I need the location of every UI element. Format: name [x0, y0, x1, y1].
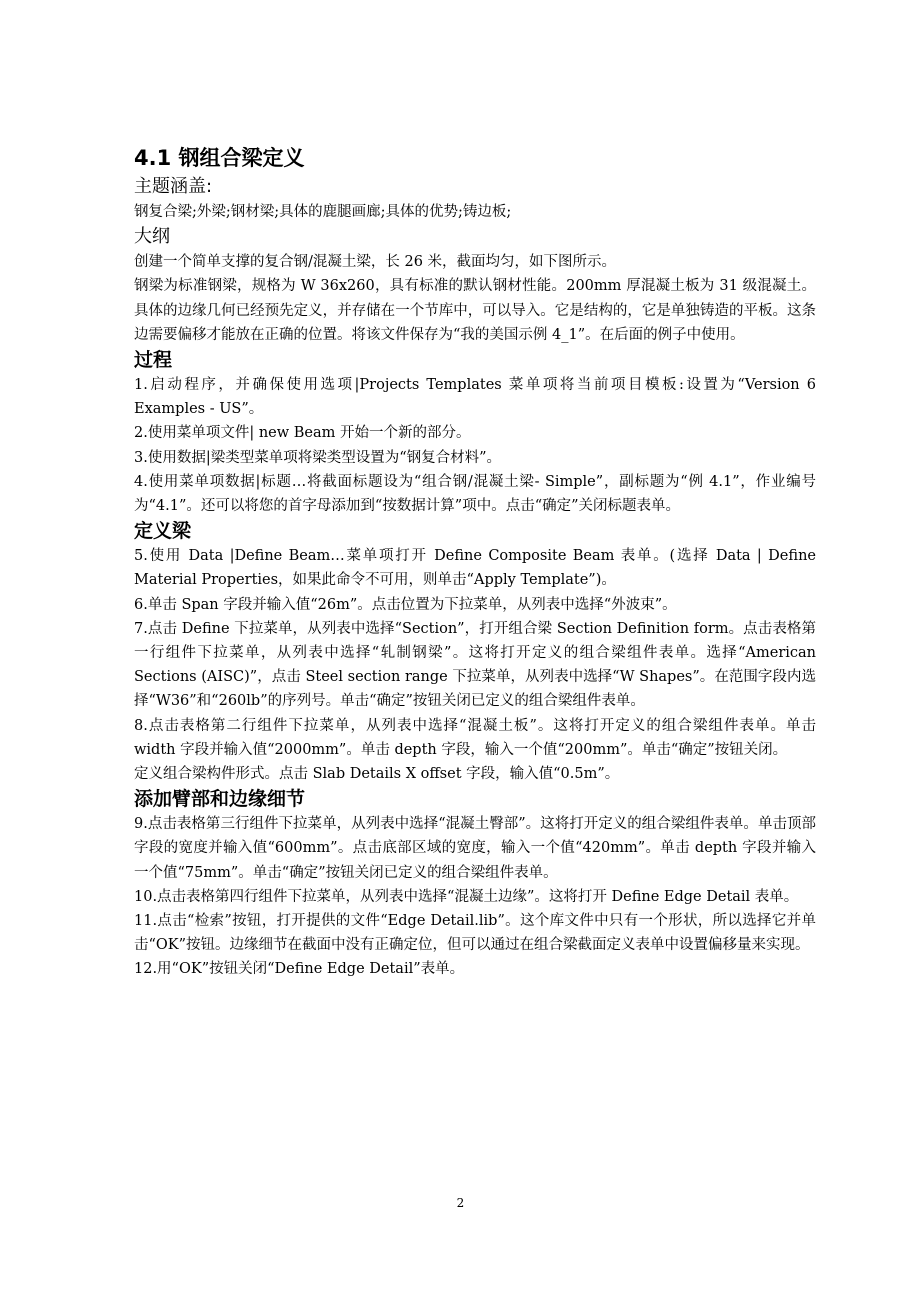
define-beam-step: 7.点击 Define 下拉菜单，从列表中选择“Section”，打开组合梁 Section Definition form。点击表格第一行组件下拉菜单，从列表中选择“轧制钢梁”。这将打开定义的组合梁组件表单。选择“American Sections (AISC)”，点击 Steel section range 下拉菜单，从列表中选择“W Shapes”。在范围字段内选择“W36”和“260lb”的序列号。单击“确定”按钮关闭已定义的组合梁组件表单。	[134, 620, 816, 710]
haunch-step: 11.点击“检索”按钮，打开提供的文件“Edge Detail.lib”。这个库文件中只有一个形状，所以选择它并单击“OK”按钮。边缘细节在截面中没有正确定位，但可以通过在组合梁截面定义表单中设置偏移量来实现。	[134, 913, 816, 954]
process-step: 1.启动程序，并确保使用选项|Projects Templates 菜单项将当前项目模板:设置为“Version 6 Examples - US”。	[134, 377, 816, 418]
outline-heading: 大纲	[134, 226, 170, 248]
haunch-step: 10.点击表格第四行组件下拉菜单，从列表中选择“混凝土边缘”。这将打开 Define Edge Detail 表单。	[134, 888, 799, 905]
haunch-step: 12.用“OK”按钮关闭“Define Edge Detail”表单。	[134, 961, 465, 978]
define-beam-step: 5.使用 Data |Define Beam…菜单项打开 Define Composite Beam 表单。(选择 Data | Define Material Properties，如果此命令不可用，则单击“Apply Template”)。	[134, 548, 816, 589]
page-number: 2	[456, 1196, 465, 1210]
document-body	[134, 142, 816, 982]
outline-paragraph: 钢梁为标准钢梁，规格为 W 36x260，具有标准的默认钢材性能。200mm 厚混凝土板为 31 级混凝土。具体的边缘几何已经预先定义，并存储在一个节库中，可以导入。它是结构的，它是单独铸造的平板。这条边需要偏移才能放在正确的位置。将该文件保存为“我的美国示例 4_1”。在后面的例子中使用。	[134, 278, 816, 343]
define-beam-step: 8.点击表格第二行组件下拉菜单，从列表中选择“混凝土板”。这将打开定义的组合梁组件表单。单击 width 字段并输入值“2000mm”。单击 depth 字段，输入一个值“200mm”。单击“确定”按钮关闭。	[134, 717, 816, 758]
outline-paragraph: 创建一个简单支撑的复合钢/混凝土梁，长 26 米，截面均匀，如下图所示。	[134, 254, 617, 271]
process-step: 2.使用菜单项文件| new Beam 开始一个新的部分。	[134, 425, 471, 442]
topics-heading: 主题涵盖:	[134, 176, 213, 197]
topics-text: 钢复合梁;外梁;钢材梁;具体的鹿腿画廊;具体的优势;铸边板;	[134, 204, 512, 220]
define-beam-heading: 定义梁	[134, 520, 192, 543]
define-beam-step: 定义组合梁构件形式。点击 Slab Details X offset 字段，输入值“0.5m”。	[134, 766, 620, 783]
define-beam-step: 6.单击 Span 字段并输入值“26m”。点击位置为下拉菜单，从列表中选择“外波束”。	[134, 596, 677, 613]
process-step: 4.使用菜单项数据|标题…将截面标题设为“组合钢/混凝土梁- Simple”，副标题为“例 4.1”，作业编号为“4.1”。还可以将您的首字母添加到“按数据计算”项中。点击“确定”关闭标题表单。	[134, 473, 816, 515]
section-title: 4.1 钢组合梁定义	[134, 146, 305, 170]
process-heading: 过程	[134, 349, 173, 372]
haunch-step: 9.点击表格第三行组件下拉菜单，从列表中选择“混凝土臀部”。这将打开定义的组合梁组件表单。单击顶部字段的宽度并输入值“600mm”。点击底部区域的宽度，输入一个值“420mm”。单击 depth 字段并输入一个值“75mm”。单击“确定”按钮关闭已定义的组合梁组件表单。	[134, 816, 816, 881]
process-step: 3.使用数据|梁类型菜单项将梁类型设置为“钢复合材料”。	[134, 449, 502, 466]
haunch-edge-heading: 添加臂部和边缘细节	[134, 788, 306, 811]
